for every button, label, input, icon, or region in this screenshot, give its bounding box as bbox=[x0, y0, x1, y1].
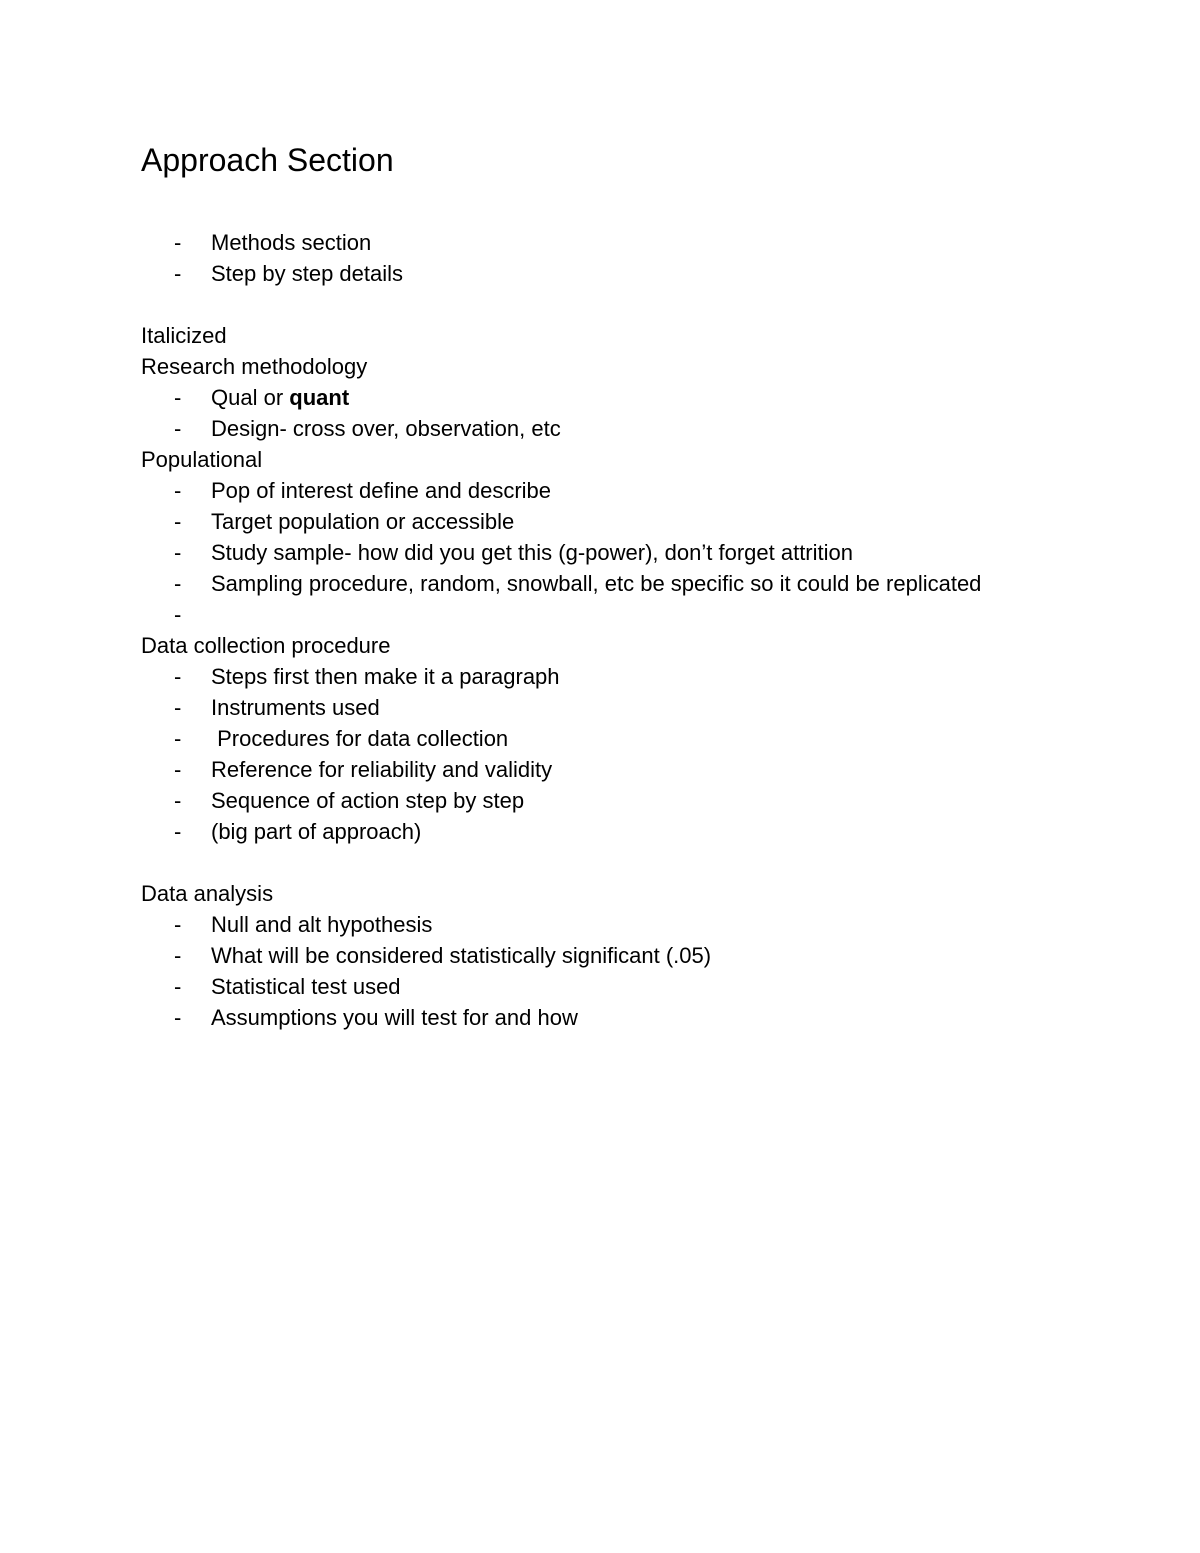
bold-text: quant bbox=[289, 385, 350, 410]
data-analysis-list bbox=[141, 909, 1101, 1033]
italicized-label: Italicized bbox=[141, 323, 227, 348]
list-item: - Sampling procedure, random, snowball, etc be specific so it could be replicated bbox=[141, 568, 1101, 599]
intro-list bbox=[141, 227, 1101, 289]
list-item: - Reference for reliability and validity bbox=[141, 754, 1101, 785]
list-item: - What will be considered statistically significant (.05) bbox=[141, 940, 1101, 971]
dash-bullet: - bbox=[174, 540, 182, 565]
list-item: - Procedures for data collection bbox=[141, 723, 1101, 754]
list-item: - Assumptions you will test for and how bbox=[141, 1002, 1101, 1033]
dash-bullet: - bbox=[174, 261, 182, 286]
populational-list bbox=[141, 475, 1101, 630]
dash-bullet: - bbox=[174, 943, 182, 968]
dash-bullet: - bbox=[174, 478, 182, 503]
research-methodology-heading: Research methodology bbox=[141, 354, 368, 379]
research-methodology-list bbox=[141, 382, 1101, 444]
dash-bullet: - bbox=[174, 509, 182, 534]
document-page bbox=[141, 140, 1101, 1033]
list-item: - Pop of interest define and describe bbox=[141, 475, 1101, 506]
list-item: - Step by step details bbox=[141, 258, 1101, 289]
data-analysis-heading: Data analysis bbox=[141, 881, 274, 906]
list-item: - Null and alt hypothesis bbox=[141, 909, 1101, 940]
list-item: - Design- cross over, observation, etc bbox=[141, 413, 1101, 444]
page-title: Approach Section bbox=[141, 142, 394, 178]
list-item: - Steps first then make it a paragraph bbox=[141, 661, 1101, 692]
data-collection-heading: Data collection procedure bbox=[141, 633, 391, 658]
dash-bullet: - bbox=[174, 416, 182, 441]
document-body bbox=[141, 227, 1101, 1033]
dash-bullet: - bbox=[174, 695, 182, 720]
list-item: - Target population or accessible bbox=[141, 506, 1101, 537]
dash-bullet: - bbox=[174, 571, 182, 596]
list-item: - Instruments used bbox=[141, 692, 1101, 723]
populational-heading: Populational bbox=[141, 447, 263, 472]
list-item bbox=[141, 599, 1101, 630]
dash-bullet: - bbox=[174, 664, 182, 689]
dash-bullet: - bbox=[174, 602, 182, 627]
list-item: - Study sample- how did you get this (g-power), don’t forget attrition bbox=[141, 537, 1101, 568]
dash-bullet: - bbox=[174, 912, 182, 937]
list-item: - (big part of approach) bbox=[141, 816, 1101, 847]
list-item: - Statistical test used bbox=[141, 971, 1101, 1002]
dash-bullet: - bbox=[174, 757, 182, 782]
data-collection-list bbox=[141, 661, 1101, 847]
dash-bullet: - bbox=[174, 230, 182, 255]
dash-bullet: - bbox=[174, 1005, 182, 1030]
dash-bullet: - bbox=[174, 726, 182, 751]
dash-bullet: - bbox=[174, 385, 182, 410]
list-item: - Sequence of action step by step bbox=[141, 785, 1101, 816]
list-item: - Qual or quant bbox=[141, 382, 1101, 413]
dash-bullet: - bbox=[174, 819, 182, 844]
dash-bullet: - bbox=[174, 974, 182, 999]
list-item: - Methods section bbox=[141, 227, 1101, 258]
dash-bullet: - bbox=[174, 788, 182, 813]
